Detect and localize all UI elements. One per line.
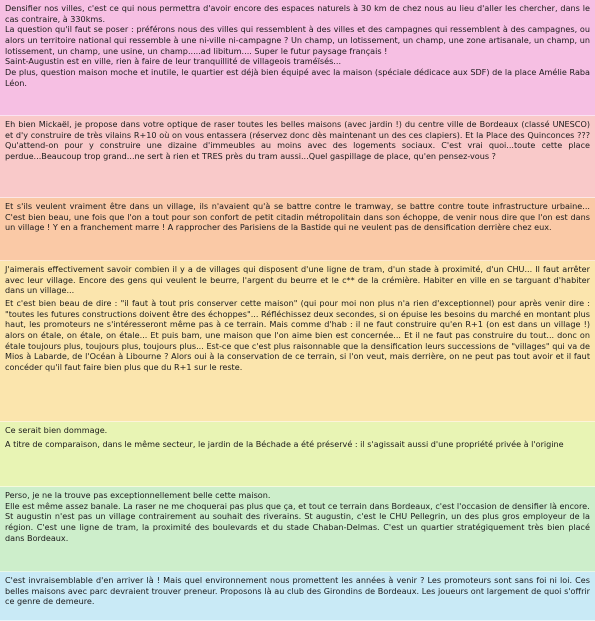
comment-5-paragraph-1: Ce serait bien dommage.: [5, 425, 108, 435]
comment-5: [0, 422, 595, 487]
comment-3: [0, 198, 595, 261]
comment-6-paragraph-3: St augustin n'est pas un village contrairement au souhait des riverains. St augustin, c'est le CHU Pellegrin, un des plus gros employeur de la région. C'est une ligne de tram, la proximité des boulevards et du stade Chaban-Delmas. C'est un quartier stratégiquement très bien placé dans Bordeaux.: [5, 511, 590, 543]
comment-4: [0, 261, 595, 422]
comment-6-paragraph-1: Perso, je ne la trouve pas exceptionnellement belle cette maison.: [5, 490, 271, 500]
comment-2: [0, 116, 595, 198]
comment-1-paragraph-1: Densifier nos villes, c'est ce qui nous permettra d'avoir encore des espaces naturels à 30 km de chez nous au lieu d'aller les chercher, dans le cas contraire, à 330kms.: [5, 3, 590, 24]
comment-4-paragraph-2: Et c'est bien beau de dire : "il faut à tout pris conserver cette maison" (qui pour moi non plus n'a rien d'exceptionnel) pour après venir dire : "toutes les futures constructions doivent être des échoppes"... Réfléchissez deux secondes, si on épuise les besoins du marché en montant plus haut, les promoteurs ne s'intéresseront même pas à ce terrain. Mais comme d'hab : il ne faut construire qu'en R+1 (on est dans un village !) alors on étale, on étale, on étale... Et puis bam, une maison que l'on aime bien est concernée... Et il ne faut pas construire du tout... donc on étale toujours plus, toujours plus, toujours plus... Est-ce que c'est plus raisonnable que la densification leurs successions de "villages" qui va de Mios à Labarde, de l'Océan à Libourne ? Alors oui à la conservation de ce terrain, si l'on veut, mais derrière, on ne peut pas tout avoir et il faut concéder qu'il faut faire bien plus que du R+1 sur le reste.: [5, 298, 590, 373]
comment-1-paragraph-2: La question qu'il faut se poser : préférons nous des villes qui ressemblent à des villes et des campagnes qui ressemblent à des campagnes, ou alors un territoire national qui ressemble à une ni-ville ni-campagne ? Un champ, un lotissement, un champ, une zone artisanale, un champ, un lotissement, un champ, une usine, un champ.....ad libitum.... Super le futur paysage français !: [5, 24, 590, 56]
comment-7: [0, 572, 595, 621]
comment-4-paragraph-1: J'aimerais effectivement savoir combien il y a de villages qui disposent d'une ligne de tram, d'un stade à proximité, d'un CHU... Il faut arrêter avec leur village. Encore des gens qui veulent le beurre, l'argent du beurre et le c** de la crémière. Habiter en ville en se targuant d'habiter dans un village...: [5, 264, 590, 296]
comment-5-paragraph-2: A titre de comparaison, dans le même secteur, le jardin de la Béchade a été préservé : il s'agissait aussi d'une propriété privée à l'origine: [5, 438, 564, 449]
comment-7-paragraph-1: C'est invraisemblable d'en arriver là ! Mais quel environnement nous promettent les années à venir ? Les promoteurs sont sans foi ni loi. Ces belles maisons avec parc devraient trouver preneur. Proposons là au club des Girondins de Bordeaux. Les joueurs ont largement de quoi s'offrir ce genre de demeure.: [5, 575, 590, 607]
comment-6-paragraph-2: Elle est même assez banale. La raser ne me choquerai pas plus que ça, et tout ce terrain dans Bordeaux, c'est l'occasion de densifier là encore.: [5, 500, 590, 511]
comment-3-paragraph-1: Et s'ils veulent vraiment être dans un village, ils n'avaient qu'à se battre contre le tramway, se battre contre toute infrastructure urbaine... C'est bien beau, une fois que l'on a tout pour son confort de petit citadin métropolitain dans son échoppe, de venir nous dire que l'on est dans un village ! Y en a franchement marre ! A rapprocher des Parisiens de la Bastide qui ne veulent pas de densification derrière chez eux.: [5, 201, 590, 233]
comment-1-paragraph-4: De plus, question maison moche et inutile, le quartier est déjà bien équipé avec la maison (spéciale dédicace aux SDF) de la place Amélie Raba Léon.: [5, 67, 590, 88]
comment-2-paragraph-1: Eh bien Mickaël, je propose dans votre optique de raser toutes les belles maisons (avec jardin !) du centre ville de Bordeaux (classé UNESCO) et d'y construire de très vilains R+10 où on vous entassera (réservez donc dès maintenant un des ces clapiers). Et la Place des Quinconces ??? Qu'attend-on pour y construire une dizaine d'immeubles au moins avec des logements sociaux. C'est vrai quoi...toute cette place perdue...Beaucoup trop grand...ne sert à rien et TRES près du tram aussi...Quel gaspillage de place, qu'en pensez-vous ?: [5, 119, 590, 162]
comment-1-paragraph-3: Saint-Augustin est en ville, rien à faire de leur tranquillité de villageois traméïsés...: [5, 56, 342, 67]
comment-1: [0, 0, 595, 116]
comment-6: [0, 487, 595, 572]
